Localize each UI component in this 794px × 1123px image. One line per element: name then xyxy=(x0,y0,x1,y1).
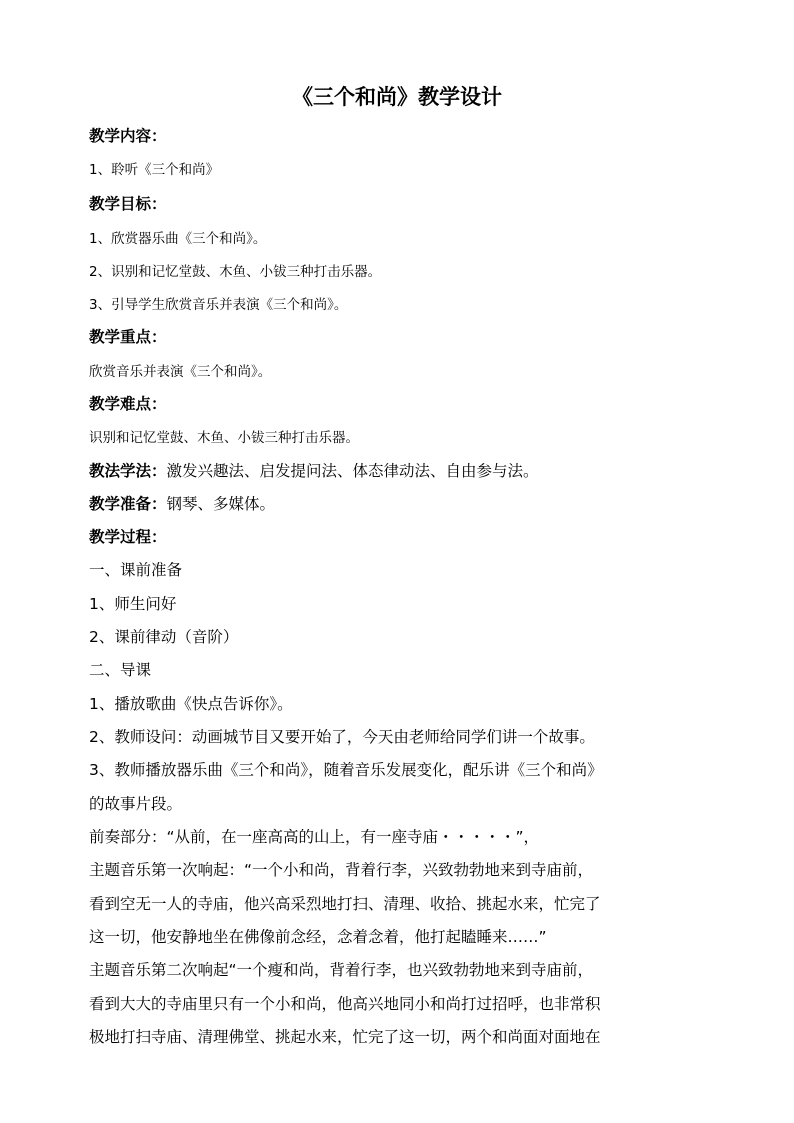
theme-second-line3: 极地打扫寺庙、清理佛堂、挑起水来，忙完了这一切，两个和尚面对面地在 xyxy=(89,1028,601,1046)
preparation-label: 教学准备： xyxy=(89,495,167,513)
theme-first-line3: 这一切，他安静地坐在佛像前念经，念着念着，他打起瞌睡来……” xyxy=(89,928,547,946)
prelude-text: 前奏部分：“从前，在一座高高的山上，有一座寺庙・・・・・”， xyxy=(89,828,540,846)
content-item-1: 1、聆听《三个和尚》 xyxy=(89,162,220,178)
preparation-line xyxy=(89,492,275,516)
difficulty-text: 识别和记忆堂鼓、木鱼、小钹三种打击乐器。 xyxy=(89,430,359,446)
theme-first-line2: 看到空无一人的寺庙，他兴高采烈地打扫、清理、收拾、挑起水来，忙完了 xyxy=(89,895,601,913)
theme-second-line1: 主题音乐第二次响起“一个瘦和尚，背着行李，也兴致勃勃地来到寺庙前， xyxy=(89,961,594,979)
section-heading-difficulties: 教学难点： xyxy=(89,395,167,413)
preparation-text: 钢琴、多媒体。 xyxy=(166,495,276,513)
process-item-story-line1: 3、教师播放器乐曲《三个和尚》，随着音乐发展变化，配乐讲《三个和尚》 xyxy=(89,761,603,779)
process-item-story-line2: 的故事片段。 xyxy=(89,795,183,813)
methods-text: 激发兴趣法、启发提问法、体态律动法、自由参与法。 xyxy=(166,462,539,480)
section-heading-content: 教学内容： xyxy=(89,127,167,145)
process-step-1: 一、课前准备 xyxy=(89,561,183,579)
objective-item-2: 2、识别和记忆堂鼓、木鱼、小钹三种打击乐器。 xyxy=(89,264,382,280)
section-heading-key-points: 教学重点： xyxy=(89,328,167,346)
key-point-text: 欣赏音乐并表演《三个和尚》。 xyxy=(89,364,272,380)
process-item-question: 2、教师设问：动画城节目又要开始了，今天由老师给同学们讲一个故事。 xyxy=(89,728,595,746)
objective-item-3: 3、引导学生欣赏音乐并表演《三个和尚》。 xyxy=(89,297,348,313)
methods-label: 教法学法： xyxy=(89,462,167,480)
objective-item-1: 1、欣赏器乐曲《三个和尚》。 xyxy=(89,231,267,247)
theme-first-line1: 主题音乐第一次响起：“一个小和尚，背着行李，兴致勃勃地来到寺庙前， xyxy=(89,861,594,879)
process-step-2: 二、导课 xyxy=(89,661,152,679)
document-title: 《三个和尚》教学设计 xyxy=(292,85,502,109)
process-item-greeting: 1、师生问好 xyxy=(89,595,177,613)
section-heading-process: 教学过程： xyxy=(89,528,167,546)
process-item-song: 1、播放歌曲《快点告诉你》。 xyxy=(89,695,293,713)
section-heading-objectives: 教学目标： xyxy=(89,195,167,213)
methods-line xyxy=(89,459,539,483)
theme-second-line2: 看到大大的寺庙里只有一个小和尚，他高兴地同小和尚打过招呼，也非常积 xyxy=(89,995,601,1013)
process-item-rhythm: 2、课前律动（音阶） xyxy=(89,628,239,646)
